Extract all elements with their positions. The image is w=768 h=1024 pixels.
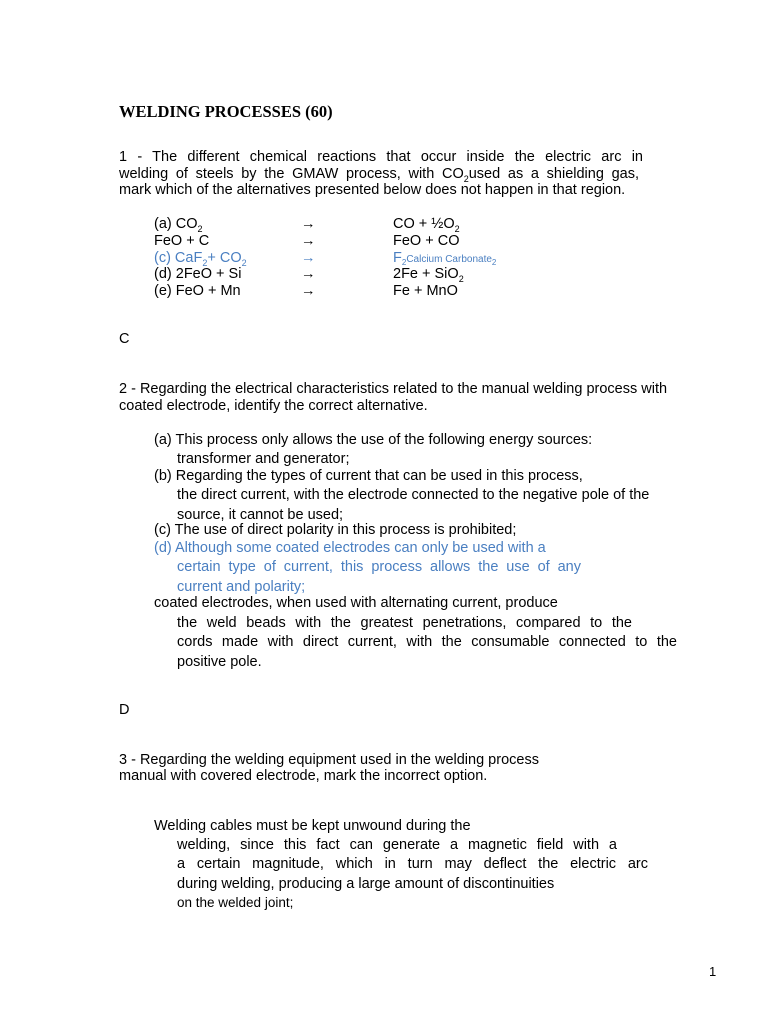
reaction-c-arrow: → xyxy=(301,250,316,266)
q2-option-a-line-1: (a) This process only allows the use of the following energy sources: xyxy=(154,432,593,448)
q2-answer: D xyxy=(119,702,130,718)
q2-option-e-line-2: the weld beads with the greatest penetrations, compared to the xyxy=(177,615,632,631)
q2-option-b-line-1: (b) Regarding the types of current that can be used in this process, xyxy=(154,468,583,484)
reaction-c-left: (c) $CaF_2+ CO_2$ xyxy=(154,250,247,268)
reaction-a-arrow: → xyxy=(301,216,316,232)
reaction-a-left: (a) $CO_2$ xyxy=(154,216,203,234)
q3-option-line-5: on the welded joint; xyxy=(177,895,294,910)
reaction-b-arrow: → xyxy=(301,233,316,249)
reaction-c-right: $F_2Calcium$ Carbonate$_2$ xyxy=(393,250,497,267)
reaction-b-right: FeO + CO xyxy=(393,233,460,249)
q2-option-a-line-2: transformer and generator; xyxy=(177,451,350,467)
reaction-d-right: 2Fe + SiO$_2$ xyxy=(393,266,464,284)
q3-line-1: 3 - Regarding the welding equipment used in the welding process xyxy=(119,752,539,768)
q1-answer: C xyxy=(119,331,130,347)
q2-option-e-line-3: cords made with direct current, with the consumable connected to the xyxy=(177,634,677,650)
page-title: WELDING PROCESSES (60) xyxy=(119,102,333,121)
q3-option-line-2: welding, since this fact can generate a magnetic field with a xyxy=(177,837,617,853)
q2-option-d-line-1: (d) Although some coated electrodes can only be used with a xyxy=(154,540,546,556)
reaction-a-right: CO + $\frac{1}{2}O_2$ xyxy=(393,216,460,234)
q1-line-2: welding of steels by the GMAW process, with $CO_2used$ as a shielding gas, xyxy=(119,166,639,184)
q1-line-3: mark which of the alternatives presented below does not happen in that region. xyxy=(119,182,626,198)
reaction-e-right: Fe + MnO xyxy=(393,283,458,299)
q1-line-1: 1 - The different chemical reactions that occur inside the electric arc in xyxy=(119,149,643,165)
reaction-e-left: (e) FeO + Mn xyxy=(154,283,241,299)
q3-line-2: manual with covered electrode, mark the incorrect option. xyxy=(119,768,488,784)
q2-option-d-line-2: certain type of current, this process allows the use of any xyxy=(177,559,581,575)
reaction-b-left: FeO + C xyxy=(154,233,210,249)
q2-option-e-line-1: coated electrodes, when used with alternating current, produce xyxy=(154,595,558,611)
page-number: 1 xyxy=(709,964,717,979)
q2-option-b-line-2: the direct current, with the electrode connected to the negative pole of the xyxy=(177,487,650,503)
q2-line-2: coated electrode, identify the correct alternative. xyxy=(119,398,428,414)
q3-option-line-1: Welding cables must be kept unwound during the xyxy=(154,818,471,834)
reaction-d-left: (d) 2FeO + Si xyxy=(154,266,242,282)
q2-line-1: 2 - Regarding the electrical characteristics related to the manual welding process with xyxy=(119,381,668,397)
q2-option-d-line-3: current and polarity; xyxy=(177,579,306,595)
q2-option-c: (c) The use of direct polarity in this process is prohibited; xyxy=(154,522,517,538)
reaction-e-arrow: → xyxy=(301,283,316,299)
q2-option-b-line-3: source, it cannot be used; xyxy=(177,507,344,523)
q3-option-line-4: during welding, producing a large amount of discontinuities xyxy=(177,876,555,892)
q2-option-e-line-4: positive pole. xyxy=(177,654,262,670)
reaction-d-arrow: → xyxy=(301,266,316,282)
q3-option-line-3: a certain magnitude, which in turn may deflect the electric arc xyxy=(177,856,648,872)
